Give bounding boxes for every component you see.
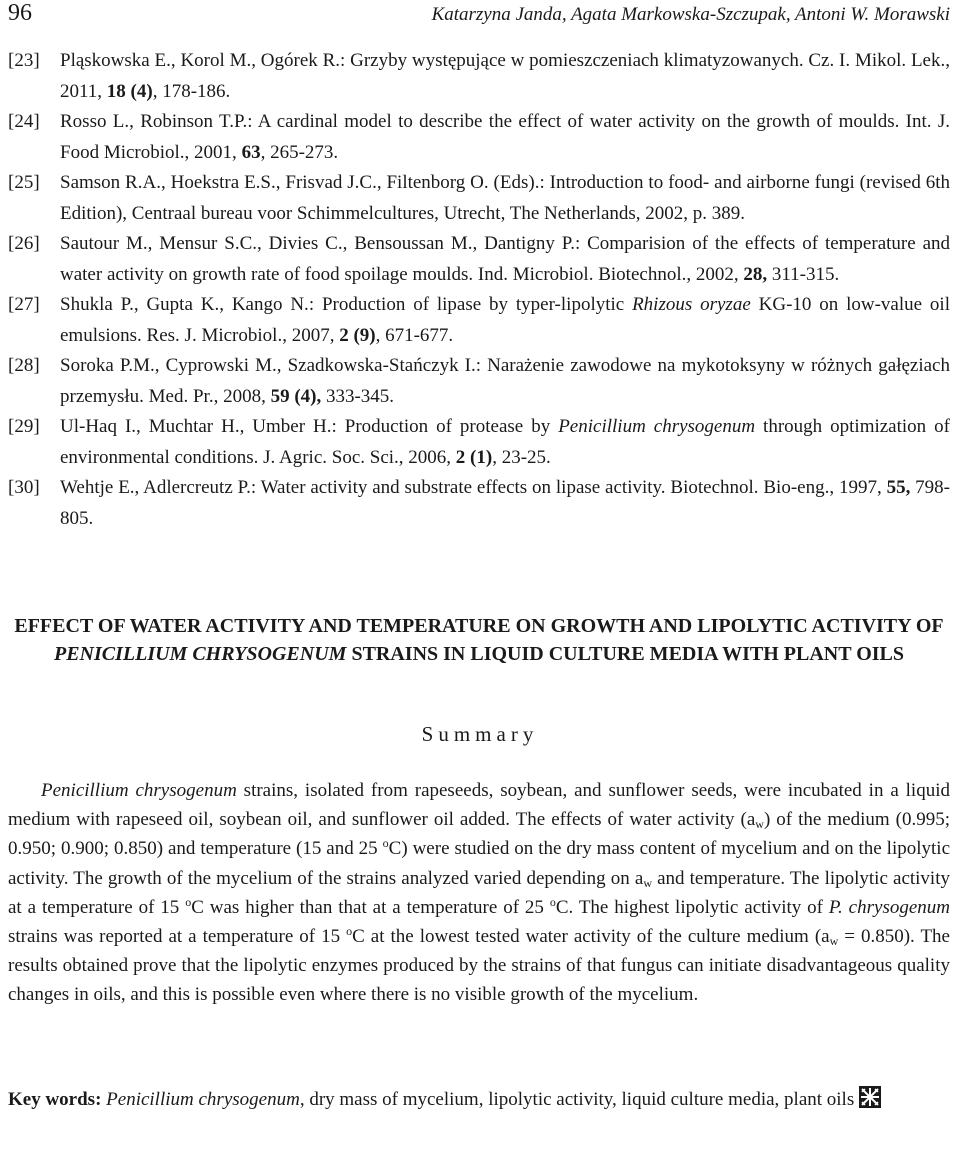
reference-pages: 798-805. <box>60 477 950 529</box>
abstract-text: strains, isolated from rapeseeds, soybean, and sunflower seeds, were incubated in a liquid medium with rapeseed oil, soybean oil, and sunflower oil added. The effects of water activity (a <box>8 780 950 831</box>
reference-title: : A cardinal model to describe the effect of water activity on the growth of moulds. Int. J. Food Microbiol., 2001, <box>60 111 951 163</box>
reference-text <box>60 290 950 351</box>
reference-number: [30] <box>8 477 40 498</box>
reference-authors: Wehtje E., Adlercreutz P. <box>60 477 251 498</box>
reference-issue: (9) <box>348 324 376 346</box>
abstract-text: ) of the medium (0.995; 0.950; 0.900; 0.850) and temperature (15 and 25 <box>8 809 950 860</box>
abstract-text: C was higher than that at a temperature of 25 <box>191 896 550 918</box>
reference-24 <box>8 107 950 168</box>
reference-number: [27] <box>8 294 40 315</box>
reference-pages: , 265-273. <box>260 141 339 163</box>
keywords-label: Key words: <box>8 1089 102 1110</box>
water-activity-subscript: w <box>643 875 652 890</box>
reference-number: [25] <box>8 172 40 193</box>
reference-authors: Soroka P.M., Cyprowski M., Szadkowska-Stańczyk I. <box>60 355 476 376</box>
water-activity-subscript: w <box>829 934 839 949</box>
reference-29 <box>8 412 950 473</box>
reference-authors: Samson R.A., Hoekstra E.S., Frisvad J.C., Filtenborg O. (Eds). <box>60 172 540 193</box>
reference-title: KG-10 on low-value oil emulsions. Res. J. Microbiol., 2007, <box>60 294 950 346</box>
reference-authors: Pląskowska E., Korol M., Ogórek R. <box>60 50 341 71</box>
article-title-part: STRAINS IN LIQUID CULTURE MEDIA WITH PLANT OILS <box>346 643 905 665</box>
reference-number: [29] <box>8 416 40 437</box>
reference-volume: 63 <box>241 141 261 163</box>
reference-number: [24] <box>8 111 40 132</box>
reference-pages: , 23-25. <box>492 446 551 468</box>
keywords-list: , dry mass of mycelium, lipolytic activity, liquid culture media, plant oils <box>299 1089 855 1110</box>
running-head: Katarzyna Janda, Agata Markowska-Szczupak, Antoni W. Morawski <box>431 4 950 25</box>
reference-pages: , 671-677. <box>375 324 454 346</box>
reference-authors: Shukla P., Gupta K., Kango N. <box>60 294 309 315</box>
reference-28 <box>8 351 950 412</box>
page-number: 96 <box>8 0 32 26</box>
reference-number: [23] <box>8 50 40 71</box>
keywords-species: Penicillium chrysogenum <box>106 1089 300 1110</box>
water-activity-subscript: w <box>755 817 764 832</box>
reference-number: [26] <box>8 233 40 254</box>
abstract-text: C at the lowest tested water activity of the culture medium (a <box>352 926 830 948</box>
article-title <box>8 612 950 668</box>
reference-issue: (1) <box>465 446 493 468</box>
reference-23 <box>8 46 950 107</box>
reference-species: Rhizous oryzae <box>632 294 751 315</box>
page-header <box>8 0 950 36</box>
reference-text <box>60 351 950 412</box>
reference-27 <box>8 290 950 351</box>
reference-authors: Rosso L., Robinson T.P. <box>60 111 248 132</box>
abstract-species: Penicillium chrysogenum <box>41 780 237 801</box>
reference-title: : Comparision of the effects of temperature and water activity on growth rate of food spoilage moulds. Ind. Microbiol. Biotechnol., 2002, <box>60 233 950 285</box>
reference-number: [28] <box>8 355 40 376</box>
reference-volume: 2 <box>455 446 466 468</box>
article-title-species: PENICILLIUM CHRYSOGENUM <box>53 643 347 665</box>
reference-title: through optimization of environmental conditions. J. Agric. Soc. Sci., 2006, <box>60 416 950 468</box>
reference-title: : Production of protease by <box>331 416 559 437</box>
reference-text <box>60 412 950 473</box>
keywords <box>8 1085 950 1115</box>
reference-30 <box>8 473 950 534</box>
reference-text <box>60 168 950 229</box>
reference-pages: , 178-186. <box>152 80 231 102</box>
abstract-text: C) were studied on the dry mass content of mycelium and on the lipolytic activity. The growth of the mycelium of the strains analyzed varied depending on a <box>8 838 950 889</box>
degree-superscript: o <box>185 894 192 909</box>
reference-species: Penicillium chrysogenum <box>558 416 756 437</box>
end-of-article-icon <box>858 1085 882 1109</box>
abstract-species: P. chrysogenum <box>828 896 950 918</box>
reference-text <box>60 107 950 168</box>
reference-25 <box>8 168 950 229</box>
reference-volume: 18 <box>106 80 126 102</box>
reference-volume: 2 <box>339 324 349 346</box>
reference-volume: 28, <box>743 263 768 285</box>
reference-pages: 333-345. <box>321 385 395 407</box>
reference-issue: (4), <box>289 385 322 407</box>
summary-heading: Summary <box>421 722 539 746</box>
abstract-text: and temperature. The lipolytic activity at a temperature of 15 <box>8 867 950 918</box>
reference-title: : Grzyby występujące w pomieszczeniach klimatyzowanych. Cz. I. Mikol. Lek., 2011, <box>60 50 950 102</box>
reference-26 <box>8 229 950 290</box>
reference-text <box>60 473 950 534</box>
abstract-text: C. The highest lipolytic activity of <box>555 896 829 918</box>
degree-superscript: o <box>382 836 389 851</box>
abstract-text: = 0.850). The results obtained prove that the lipolytic enzymes produced by the strains of that fungus can initiate disadvantageous quality changes in oils, and this is possible even where there is no visible growth of the mycelium. <box>8 926 950 1006</box>
reference-authors: Sautour M., Mensur S.C., Divies C., Bensoussan M., Dantigny P. <box>60 233 575 254</box>
reference-volume: 59 <box>270 385 290 407</box>
reference-title: : Water activity and substrate effects on lipase activity. Biotechnol. Bio-eng., 1997, <box>250 477 887 498</box>
abstract-paragraph <box>8 776 950 1010</box>
abstract-text: strains was reported at a temperature of 15 <box>8 926 347 948</box>
reference-title: : Production of lipase by typer-lipolytic <box>308 294 633 315</box>
reference-list <box>8 46 950 534</box>
reference-title: : Introduction to food- and airborne fungi (revised 6th Edition), Centraal bureau voor Schimmelcultures, Utrecht, The Netherlands, 2002, p. 389. <box>60 172 951 224</box>
degree-superscript: o <box>346 924 353 939</box>
reference-issue: (4) <box>125 80 153 102</box>
reference-pages: 311-315. <box>767 263 840 285</box>
reference-text <box>60 46 950 107</box>
reference-authors: Ul-Haq I., Muchtar H., Umber H. <box>60 416 332 437</box>
article-title-part: EFFECT OF WATER ACTIVITY AND TEMPERATURE ON GROWTH AND LIPOLYTIC ACTIVITY OF <box>14 615 944 637</box>
reference-text <box>60 229 950 290</box>
reference-title: : Narażenie zawodowe na mykotoksyny w różnych gałęziach przemysłu. Med. Pr., 2008, <box>60 355 950 407</box>
degree-superscript: o <box>549 894 556 909</box>
reference-volume: 55, <box>886 477 911 498</box>
